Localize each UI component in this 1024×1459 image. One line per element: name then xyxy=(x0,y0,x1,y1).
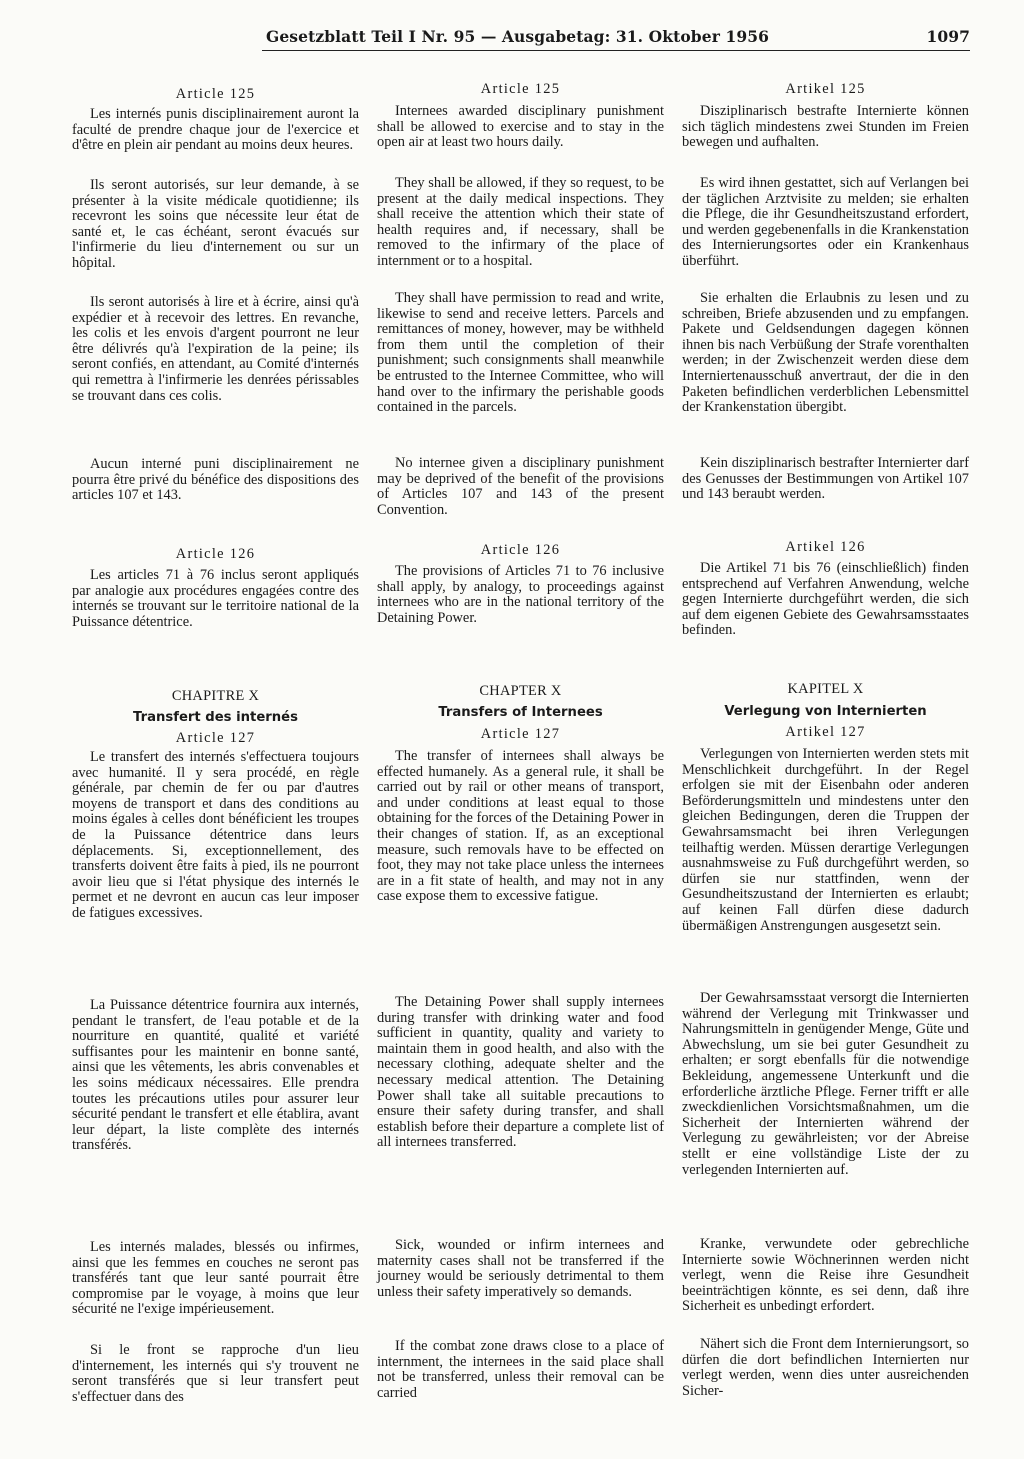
article-125-paragraph-3: Sie erhalten die Erlaubnis zu lesen und zu schreiben, Briefe abzusenden und zu empfangen. Pakete und Geldsendungen dagegen können ihnen bis nach Verbüßung der Strafe vorenthalten werden; in der Zwischenzeit werden diese dem Interniertenausschuß anvertraut, der die in den Paketen befindlichen verderblichen Lebensmittel der Krankenstation übergibt. xyxy=(682,290,969,416)
article-125-paragraph-4: Kein disziplinarisch bestrafter Internierter darf des Genusses der Bestimmungen von Artikel 107 und 143 beraubt werden. xyxy=(682,455,969,503)
article-126-paragraph-1: Les articles 71 à 76 inclus seront appliqués par analogie aux procédures engagées contre des internés se trouvant sur le territoire national de la Puissance détentrice. xyxy=(72,567,359,630)
article-127-paragraph-3: Kranke, verwundete oder gebrechliche Internierte sowie Wöchnerinnen werden nicht verlegt, wenn die Reise ihre Gesundheit beeinträchtigen könnte, es sei denn, daß ihre Sicherheit es unbedingt erfordert. xyxy=(682,1236,969,1315)
article-125-paragraph-4: No internee given a disciplinary punishment may be deprived of the benefit of the provisions of Articles 107 and 143 of the present Convention. xyxy=(377,455,664,518)
chapter-heading: CHAPITRE X xyxy=(171,688,260,704)
article-127-paragraph-4: If the combat zone draws close to a place of internment, the internees in the said place shall not be transferred, unless their removal can be carried xyxy=(377,1338,664,1401)
article-125-paragraph-3: They shall have permission to read and write, likewise to send and receive letters. Parcels and remittances of money, however, may be withheld from them until the completion of their punishment; such consignments shall meanwhile be entrusted to the Internee Committee, who will hand over to the infirmary the perishable goods contained in the parcels. xyxy=(377,290,664,416)
article-126-paragraph-1: Die Artikel 71 bis 76 (einschließlich) finden entsprechend auf Verfahren Anwendung, welche gegen Internierte durchgeführt werden, die sich auf dem eigenen Gebiete des Gewahrsamsstaates befinden. xyxy=(682,560,969,639)
article-125-paragraph-2: Es wird ihnen gestattet, sich auf Verlangen bei der täglichen Arztvisite zu melden; sie erhalten die Pflege, die ihr Gesundheitszustand erfordert, und werden gegebenenfalls in die Krankenstation des Internierungsortes oder ein Krankenhaus überführt. xyxy=(682,175,969,269)
article-125-heading: Artikel 125 xyxy=(785,81,866,97)
page-header xyxy=(262,21,970,51)
article-125-paragraph-2: Ils seront autorisés, sur leur demande, à se présenter à la visite médicale quotidienne; ils recevront les soins que nécessite leur état de santé et, le cas échéant, seront évacués sur l'infirmerie du lieu d'internement ou sur un hôpital. xyxy=(72,177,359,271)
article-125-paragraph-2: They shall be allowed, if they so request, to be present at the daily medical inspections. They shall receive the attention which their state of health requires and, if necessary, shall be removed to the infirmary of the place of internment or to a hospital. xyxy=(377,175,664,269)
chapter-heading: CHAPTER X xyxy=(479,683,562,699)
article-127-paragraph-3: Sick, wounded or infirm internees and maternity cases shall not be transferred if the journey would be seriously detrimental to them unless their safety imperatively so demands. xyxy=(377,1237,664,1300)
article-127-heading: Article 127 xyxy=(480,726,561,742)
article-127-paragraph-1: The transfer of internees shall always be effected humanely. As a general rule, it shall be carried out by rail or other means of transport, and under conditions at least equal to those obtaining for the forces of the Detaining Power in their changes of station. If, as an exceptional measure, such removals have to be effected on foot, they may not take place unless the internees are in a fit state of health, and may not in any case expose them to excessive fatigue. xyxy=(377,748,664,905)
article-125-paragraph-3: Ils seront autorisés à lire et à écrire, ainsi qu'à expédier et à recevoir des lettres. En revanche, les colis et les envois d'argent pourront ne leur être délivrés qu'à l'expiration de la peine; ils seront confiés, en attendant, au Comité d'internés qui remettra à l'infirmerie les denrées périssables se trouvant dans ces colis. xyxy=(72,294,359,404)
article-125-paragraph-1: Disziplinarisch bestrafte Internierte können sich täglich mindestens zwei Stunden im Freien bewegen und aufhalten. xyxy=(682,103,969,151)
article-127-heading: Article 127 xyxy=(175,730,256,746)
page-number: 1097 xyxy=(926,27,970,46)
article-126-heading: Article 126 xyxy=(175,546,256,562)
article-127-paragraph-1: Verlegungen von Internierten werden stets mit Menschlichkeit durchgeführt. In der Regel erfolgen sie mit der Eisenbahn oder anderen Beförderungsmitteln und mindestens unter den gleichen Bedingungen, deren die Truppen der Gewahrsamsmacht bei ihren Verlegungen teilhaftig werden. Müssen derartige Verlegungen ausnahmsweise zu Fuß durchgeführt werden, so dürfen sie nur stattfinden, wenn der Gesundheitszustand der Internierten es erlaubt; auf keinen Fall dürfen diese dadurch übermäßigen Anstrengungen ausgesetzt sein. xyxy=(682,746,969,934)
article-125-heading: Article 125 xyxy=(175,86,256,102)
article-127-paragraph-2: Der Gewahrsamsstaat versorgt die Internierten während der Verlegung mit Trinkwasser und Nahrungsmitteln in genügender Menge, Güte und Abwechslung, um sie bei guter Gesundheit zu erhalten; er sorgt ebenfalls für die notwendige Bekleidung, angemessene Unterkunft und die erforderliche ärztliche Pflege. Ferner trifft er alle zweckdienlichen Vorsichtsmaßnahmen, um die Sicherheit der Internierten während der Verlegung zu gewährleisten; vor der Abreise stellt er eine vollständige Liste der zu verlegenden Internierten auf. xyxy=(682,990,969,1178)
article-125-paragraph-4: Aucun interné puni disciplinairement ne pourra être privé du bénéfice des dispositions des articles 107 et 143. xyxy=(72,456,359,504)
article-125-paragraph-1: Internees awarded disciplinary punishment shall be allowed to exercise and to stay in the open air at least two hours daily. xyxy=(377,103,664,151)
article-126-paragraph-1: The provisions of Articles 71 to 76 inclusive shall apply, by analogy, to proceedings against internees who are in the national territory of the Detaining Power. xyxy=(377,563,664,626)
article-126-heading: Article 126 xyxy=(480,542,561,558)
article-127-paragraph-3: Les internés malades, blessés ou infirmes, ainsi que les femmes en couches ne seront pas transférés tant que leur santé pourrait être compromise par le voyage, à moins que leur sécurité ne l'exige impérieusement. xyxy=(72,1239,359,1318)
chapter-subtitle: Verlegung von Internierten xyxy=(724,704,927,719)
article-125-paragraph-1: Les internés punis disciplinairement auront la faculté de prendre chaque jour de l'exercice et d'être en plein air pendant au moins deux heures. xyxy=(72,106,359,154)
article-127-paragraph-2: The Detaining Power shall supply internees during transfer with drinking water and food sufficient in quantity, quality and variety to maintain them in good health, and also with the necessary clothing, adequate shelter and the necessary medical attention. The Detaining Power shall take all suitable precautions to ensure their safety during transfer, and shall establish before their departure a complete list of all internees transferred. xyxy=(377,994,664,1151)
article-126-heading: Artikel 126 xyxy=(785,539,866,555)
header-rule xyxy=(262,50,970,51)
header-title: Gesetzblatt Teil I Nr. 95 — Ausgabetag: 31. Oktober 1956 xyxy=(266,27,769,46)
chapter-subtitle: Transfers of Internees xyxy=(438,705,603,720)
chapter-heading: KAPITEL X xyxy=(787,681,864,697)
article-127-paragraph-1: Le transfert des internés s'effectuera toujours avec humanité. Il y sera procédé, en règle générale, par chemin de fer ou par d'autres moyens de transport et dans des conditions au moins égales à celles dont bénéficient les troupes de la Puissance détentrice dans leurs déplacements. Si, exceptionnellement, des transferts doivent être faits à pied, ils ne pourront avoir lieu que si l'état physique des internés le permet et ne devront en aucun cas leur imposer de fatigues excessives. xyxy=(72,749,359,921)
article-127-paragraph-2: La Puissance détentrice fournira aux internés, pendant le transfert, de l'eau potable et de la nourriture en quantité, qualité et variété suffisantes pour les maintenir en bonne santé, ainsi que les vêtements, les abris convenables et les soins médicaux nécessaires. Elle prendra toutes les précautions utiles pour assurer leur sécurité pendant le transfert et elle établira, avant leur départ, la liste complète des internés transférés. xyxy=(72,997,359,1154)
article-127-heading: Artikel 127 xyxy=(785,724,866,740)
article-125-heading: Article 125 xyxy=(480,81,561,97)
article-127-paragraph-4: Si le front se rapproche d'un lieu d'internement, les internés qui s'y trouvent ne seront transférés que si leur transfert peut s'effectuer dans des xyxy=(72,1342,359,1405)
chapter-subtitle: Transfert des internés xyxy=(133,710,298,725)
article-127-paragraph-4: Nähert sich die Front dem Internierungsort, so dürfen die dort befindlichen Internierten nur verlegt werden, wenn dies unter ausreichenden Sicher- xyxy=(682,1336,969,1399)
